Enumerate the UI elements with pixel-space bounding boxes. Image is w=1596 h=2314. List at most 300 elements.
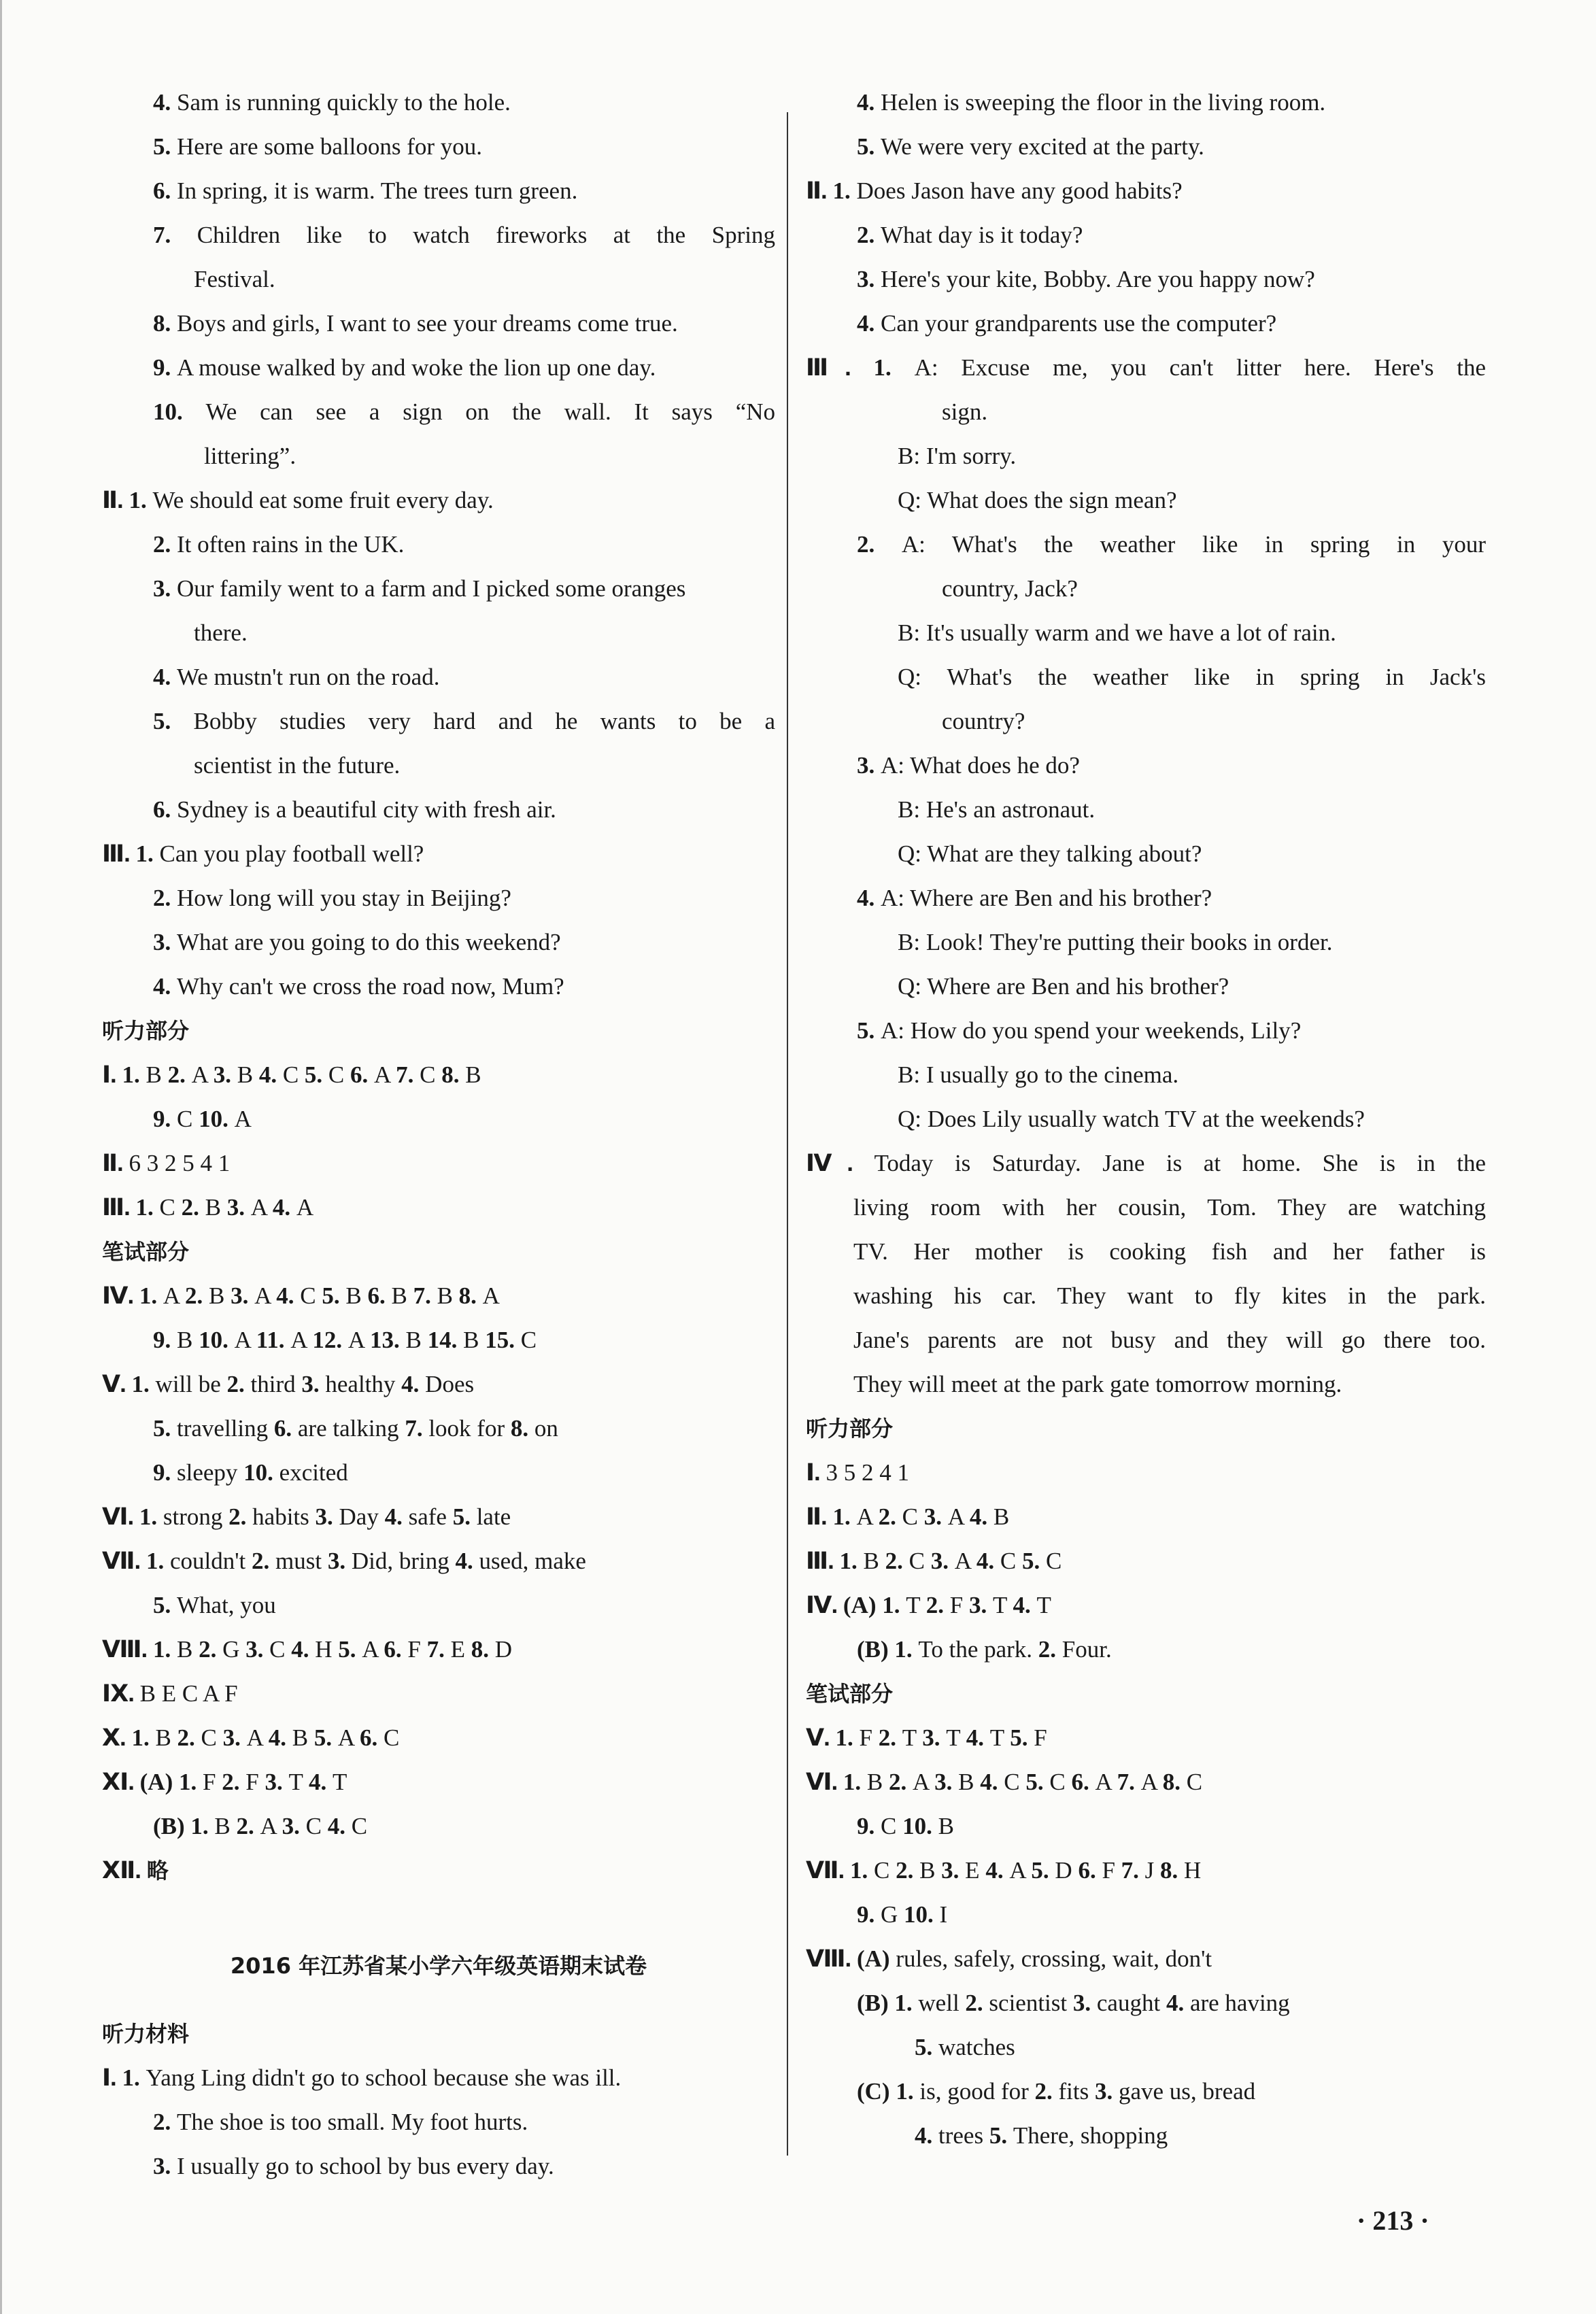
text-line: [806, 1723, 1486, 1753]
line-text: there.: [194, 619, 248, 646]
text-line: [857, 220, 1486, 250]
line-text: 3 5 2 4 1: [826, 1459, 909, 1486]
line-text: Yang Ling didn't go to school because she was ill.: [146, 2064, 622, 2091]
line-text: A: [337, 1724, 360, 1751]
item-number: 5.: [1021, 1548, 1046, 1574]
line-text: Our family went to a farm and I picked some oranges: [177, 575, 686, 602]
line-text: A: [947, 1503, 970, 1530]
item-number: 2.: [252, 1548, 275, 1574]
item-number: 4.: [276, 1282, 301, 1309]
text-line: [857, 883, 1486, 913]
line-text: A: [246, 1724, 269, 1751]
text-line: [153, 1590, 775, 1620]
line-text: third: [250, 1371, 302, 1397]
item-number: 4.: [272, 1194, 296, 1221]
line-text: F: [859, 1724, 879, 1751]
section-numeral: Ⅶ.: [102, 1548, 146, 1574]
line-text: country, Jack?: [942, 575, 1078, 602]
item-number: 4.: [327, 1813, 352, 1839]
text-line: [806, 1458, 1486, 1488]
line-text: B: [938, 1813, 954, 1839]
item-number: 5.: [322, 1282, 346, 1309]
section-numeral: Ⅸ.: [102, 1680, 140, 1707]
line-text: A: [234, 1327, 256, 1353]
text-line: [153, 1325, 775, 1355]
line-text: B: [209, 1282, 231, 1309]
item-number: 3.: [153, 929, 177, 955]
item-number: 8.: [441, 1061, 466, 1088]
item-number: 3.: [1072, 1990, 1097, 2016]
text-line: [853, 1237, 1486, 1267]
section-numeral: Ⅳ.: [102, 1282, 139, 1309]
line-text: A: [913, 1769, 935, 1795]
text-line: [153, 2107, 775, 2137]
text-line: [806, 1546, 1486, 1576]
text-line: [915, 2121, 1486, 2151]
line-text: B: [345, 1282, 368, 1309]
item-number: 2.: [226, 1371, 251, 1397]
item-number: 3.: [315, 1503, 339, 1530]
line-text: B: [958, 1769, 981, 1795]
line-text: A: [296, 1194, 314, 1221]
item-number: 4.: [308, 1769, 333, 1795]
item-number: 2.: [167, 1061, 192, 1088]
line-text: T: [332, 1769, 347, 1795]
item-number: 2.: [222, 1769, 246, 1795]
text-line: [857, 309, 1486, 339]
line-text: A: [856, 1503, 879, 1530]
line-text: A: [347, 1327, 371, 1353]
item-number: 2.: [1034, 2078, 1059, 2105]
section-numeral: Ⅷ.: [806, 1945, 857, 1972]
text-line: [915, 2032, 1486, 2062]
line-text: We can see a sign on the wall. It says “No: [205, 398, 776, 425]
text-line: [898, 618, 1486, 648]
line-text: scientist: [989, 1990, 1073, 2016]
line-text: B: Look! They're putting their books in order.: [898, 929, 1333, 955]
section-heading: 听力部分: [806, 1416, 894, 1442]
text-line: [806, 1767, 1486, 1797]
line-text: We should eat some fruit every day.: [152, 487, 494, 513]
text-line: [102, 1635, 775, 1665]
section-numeral: Ⅲ.: [806, 354, 874, 381]
line-text: T: [288, 1769, 309, 1795]
item-number: 2.: [878, 1724, 902, 1751]
section-heading: 听力材料: [102, 2021, 190, 2047]
line-text: What, you: [177, 1592, 276, 1618]
item-number: 7.: [396, 1061, 420, 1088]
item-number: 3.: [930, 1548, 955, 1574]
text-line: [153, 1104, 775, 1134]
item-number: 1.: [839, 1548, 864, 1574]
text-line: [857, 2077, 1486, 2107]
item-number: 5.: [452, 1503, 477, 1530]
section-numeral: Ⅴ.: [102, 1371, 132, 1397]
item-number: 2.: [926, 1592, 950, 1618]
line-text: safe: [408, 1503, 453, 1530]
item-number: 2.: [857, 531, 902, 558]
item-number: 4.: [980, 1769, 1004, 1795]
item-number: 2.: [885, 1548, 909, 1574]
text-line: [857, 132, 1486, 162]
line-text: D: [494, 1636, 513, 1663]
line-text: washing his car. They want to fly kites in the park.: [853, 1282, 1486, 1309]
item-number: 1.: [129, 487, 153, 513]
text-line: [153, 176, 775, 206]
item-number: (B) 1.: [857, 1990, 919, 2016]
line-text: are having: [1189, 1990, 1290, 2016]
line-text: T: [1036, 1592, 1051, 1618]
section-numeral: Ⅵ.: [806, 1769, 843, 1795]
section-title: [102, 1951, 775, 1981]
section-heading: 笔试部分: [806, 1681, 894, 1707]
text-line: [102, 1149, 775, 1178]
line-text: They will meet at the park gate tomorrow morning.: [853, 1371, 1342, 1397]
line-text: We were very excited at the party.: [881, 133, 1204, 160]
line-text: E: [965, 1857, 986, 1884]
item-number: 14.: [427, 1327, 464, 1353]
text-line: [102, 1193, 775, 1223]
text-line: [857, 1988, 1486, 2018]
text-line: [153, 353, 775, 383]
section-numeral: Ⅲ.: [102, 1194, 136, 1221]
line-text: The shoe is too small. My foot hurts.: [177, 2109, 528, 2135]
item-number: 3.: [857, 266, 881, 292]
page-edge-shadow: [0, 0, 2, 2314]
section-numeral: Ⅹ.: [102, 1724, 132, 1751]
page-number: · 213 ·: [1357, 2205, 1429, 2236]
item-number: 2.: [228, 1503, 253, 1530]
item-number: 3.: [231, 1282, 255, 1309]
section-numeral: Ⅰ.: [102, 1061, 122, 1088]
text-line: [153, 707, 775, 736]
text-line: [898, 486, 1486, 515]
item-number: 5.: [304, 1061, 328, 1088]
line-text: B: [919, 1857, 942, 1884]
section-numeral: Ⅴ.: [806, 1724, 836, 1751]
item-number: 4.: [153, 973, 177, 1000]
item-number: 3.: [1094, 2078, 1119, 2105]
line-text: J: [1144, 1857, 1161, 1884]
line-text: Children like to watch fireworks at the Spring: [197, 222, 775, 248]
item-number: 5.: [1010, 1724, 1034, 1751]
item-number: 1.: [135, 1194, 160, 1221]
text-line: [898, 662, 1486, 692]
item-number: 1.: [146, 1548, 170, 1574]
line-text: C: [351, 1813, 368, 1839]
item-number: 8.: [1162, 1769, 1187, 1795]
item-number: 2.: [965, 1990, 989, 2016]
item-number: 1.: [131, 1724, 156, 1751]
line-text: How long will you stay in Beijing?: [177, 885, 511, 911]
text-line: [102, 486, 775, 515]
item-number: 9.: [153, 354, 177, 381]
line-text: A: What does he do?: [881, 752, 1080, 779]
line-text: A mouse walked by and woke the lion up one day.: [177, 354, 656, 381]
item-number: 4.: [291, 1636, 316, 1663]
line-text: used, make: [479, 1548, 586, 1574]
line-text: caught: [1096, 1990, 1166, 2016]
text-line: [857, 1635, 1486, 1665]
item-number: 1.: [873, 354, 915, 381]
text-line: [153, 88, 775, 118]
text-line: [153, 397, 775, 427]
line-text: B: [146, 1061, 168, 1088]
text-line: [194, 618, 775, 648]
line-text: B: [391, 1282, 413, 1309]
line-text: sleepy: [177, 1459, 244, 1486]
item-number: 8.: [510, 1415, 534, 1442]
line-text: B: [863, 1548, 885, 1574]
line-text: Helen is sweeping the floor in the living room.: [881, 89, 1326, 116]
line-text: must: [275, 1548, 328, 1574]
item-number: 4.: [857, 310, 881, 337]
text-line: [898, 972, 1486, 1002]
line-text: B: [437, 1282, 459, 1309]
item-number: 4.: [258, 1061, 283, 1088]
text-line: [853, 1325, 1486, 1355]
text-line: [204, 441, 775, 471]
line-text: C: [282, 1061, 305, 1088]
text-line: [102, 2019, 775, 2049]
item-number: 2.: [199, 1636, 223, 1663]
item-number: 5.: [1025, 1769, 1050, 1795]
line-text: F: [245, 1769, 265, 1795]
line-text: What are you going to do this weekend?: [177, 929, 561, 955]
item-number: 13.: [370, 1327, 406, 1353]
line-text: F: [407, 1636, 427, 1663]
item-number: 2.: [889, 1769, 913, 1795]
line-text: healthy: [325, 1371, 402, 1397]
text-line: [102, 1767, 775, 1797]
item-number: 7.: [413, 1282, 437, 1309]
text-line: [153, 530, 775, 560]
line-text: T: [989, 1724, 1011, 1751]
text-line: [153, 662, 775, 692]
line-text: A: [234, 1106, 252, 1132]
item-number: 5.: [915, 2034, 938, 2060]
item-number: 9.: [153, 1327, 177, 1353]
item-number: 3.: [934, 1769, 959, 1795]
line-text: C: [305, 1813, 328, 1839]
line-text: A: [250, 1194, 273, 1221]
line-text: B: [993, 1503, 1010, 1530]
text-line: [153, 883, 775, 913]
line-text: late: [476, 1503, 511, 1530]
line-text: A: [260, 1813, 282, 1839]
line-text: Why can't we cross the road now, Mum?: [177, 973, 564, 1000]
item-number: 3.: [282, 1813, 306, 1839]
line-text: on: [534, 1415, 558, 1442]
line-text: C: [420, 1061, 442, 1088]
line-text: F: [1034, 1724, 1047, 1751]
line-text: B: [405, 1327, 428, 1353]
text-line: [102, 1016, 775, 1046]
item-number: 4.: [857, 89, 881, 116]
line-text: B: [214, 1813, 237, 1839]
line-text: B: [292, 1724, 314, 1751]
item-number: 5.: [153, 1592, 177, 1618]
item-number: 7.: [405, 1415, 429, 1442]
item-number: 2.: [878, 1503, 902, 1530]
line-text: A: [163, 1282, 186, 1309]
line-text: B: [177, 1327, 199, 1353]
line-text: There, shopping: [1013, 2122, 1168, 2149]
section-numeral: Ⅺ.: [102, 1769, 140, 1795]
line-text: scientist in the future.: [194, 752, 401, 779]
line-text: C: [902, 1503, 924, 1530]
line-text: B: [465, 1061, 481, 1088]
item-number: 7.: [1121, 1857, 1145, 1884]
line-text: C: [1186, 1769, 1203, 1795]
item-number: 10.: [904, 1901, 940, 1928]
item-number: 2.: [153, 885, 177, 911]
line-text: couldn't: [169, 1548, 252, 1574]
line-text: Q: Where are Ben and his brother?: [898, 973, 1229, 1000]
text-line: [102, 1856, 775, 1886]
text-line: [898, 928, 1486, 957]
item-number: 4.: [1166, 1990, 1190, 2016]
line-text: In spring, it is warm. The trees turn green.: [177, 177, 578, 204]
item-number: 8.: [471, 1636, 495, 1663]
line-text: Q: What does the sign mean?: [898, 487, 1177, 513]
text-line: [942, 574, 1486, 604]
line-text: Festival.: [194, 266, 275, 292]
line-text: habits: [252, 1503, 316, 1530]
item-number: 10.: [243, 1459, 279, 1486]
item-number: 5.: [989, 2122, 1013, 2149]
text-line: [153, 574, 775, 604]
section-numeral: Ⅳ.: [806, 1592, 843, 1618]
line-text: A: Excuse me, you can't litter here. Here's the: [914, 354, 1486, 381]
text-line: [857, 1900, 1486, 1930]
line-text: B: [463, 1327, 486, 1353]
text-line: [194, 265, 775, 294]
item-number: (A) 1.: [139, 1769, 203, 1795]
line-text: B E C A F: [139, 1680, 238, 1707]
text-line: [102, 1060, 775, 1090]
text-line: [898, 795, 1486, 825]
item-number: 3.: [265, 1769, 289, 1795]
line-text: B: [176, 1636, 199, 1663]
item-number: 1.: [139, 1282, 163, 1309]
line-text: To the park.: [918, 1636, 1038, 1663]
line-text: G: [222, 1636, 246, 1663]
line-text: B: It's usually warm and we have a lot of rain.: [898, 619, 1336, 646]
text-line: [102, 2063, 775, 2093]
item-number: 9.: [153, 1459, 177, 1486]
text-line: [857, 1016, 1486, 1046]
line-text: Does Jason have any good habits?: [856, 177, 1183, 204]
line-text: E: [450, 1636, 471, 1663]
item-number: 3.: [226, 1194, 251, 1221]
item-number: 6.: [367, 1282, 392, 1309]
item-number: 3.: [301, 1371, 326, 1397]
text-line: [153, 1414, 775, 1444]
text-line: [942, 707, 1486, 736]
line-text: G: [881, 1901, 904, 1928]
line-text: trees: [938, 2122, 989, 2149]
line-text: TV. Her mother is cooking fish and her father is: [853, 1238, 1486, 1265]
item-number: 3.: [213, 1061, 237, 1088]
item-number: 4.: [985, 1857, 1010, 1884]
section-numeral: Ⅲ.: [806, 1548, 840, 1574]
line-text: It often rains in the UK.: [177, 531, 405, 558]
line-text: We mustn't run on the road.: [177, 664, 440, 690]
line-text: C: [1004, 1769, 1026, 1795]
section-heading: 听力部分: [102, 1018, 190, 1044]
line-text: Did, bring: [351, 1548, 456, 1574]
item-number: 4.: [153, 89, 177, 116]
text-line: [853, 1369, 1486, 1399]
item-number: 1.: [122, 2064, 146, 2091]
line-text: Q: What's the weather like in spring in Jack's: [898, 664, 1486, 690]
item-number: 4.: [857, 885, 881, 911]
text-line: [102, 1502, 775, 1532]
item-number: 2.: [185, 1282, 209, 1309]
text-line: [153, 1458, 775, 1488]
item-number: 4.: [976, 1548, 1000, 1574]
line-text: travelling: [177, 1415, 274, 1442]
item-number: 4.: [1013, 1592, 1037, 1618]
item-number: 3.: [941, 1857, 966, 1884]
line-text: A: [374, 1061, 396, 1088]
text-line: [857, 88, 1486, 118]
text-line: [153, 972, 775, 1002]
text-line: [806, 1590, 1486, 1620]
text-line: [806, 1502, 1486, 1532]
item-number: 6.: [359, 1724, 384, 1751]
item-number: 1.: [835, 1724, 860, 1751]
text-line: [153, 132, 775, 162]
line-text: T: [946, 1724, 966, 1751]
item-number: 2.: [177, 1724, 201, 1751]
line-text: C: [909, 1548, 931, 1574]
line-text: A: [362, 1636, 384, 1663]
item-number: 12.: [312, 1327, 348, 1353]
item-number: 1.: [131, 1371, 156, 1397]
line-text: Does: [425, 1371, 475, 1397]
item-number: 6.: [1071, 1769, 1096, 1795]
line-text: B: [205, 1194, 227, 1221]
line-text: T: [992, 1592, 1013, 1618]
item-number: 4.: [455, 1548, 479, 1574]
item-number: 6.: [384, 1636, 408, 1663]
section-numeral: Ⅱ.: [806, 1503, 833, 1530]
section-numeral: Ⅻ.: [102, 1857, 147, 1884]
line-text: Four.: [1062, 1636, 1112, 1663]
item-number: 3.: [857, 752, 881, 779]
text-line: [857, 530, 1486, 560]
text-line: [806, 1856, 1486, 1886]
item-number: 3.: [922, 1724, 947, 1751]
item-number: 1.: [832, 177, 857, 204]
item-number: 3.: [153, 2153, 177, 2179]
section-numeral: Ⅲ.: [102, 840, 136, 867]
text-line: [898, 441, 1486, 471]
text-line: [853, 1281, 1486, 1311]
line-text: A: [191, 1061, 214, 1088]
item-number: 1.: [152, 1636, 177, 1663]
line-text: I usually go to school by bus every day.: [177, 2153, 554, 2179]
line-text: Q: Does Lily usually watch TV at the weekends?: [898, 1106, 1365, 1132]
text-line: [806, 353, 1486, 383]
line-text: C: [159, 1194, 182, 1221]
text-line: [153, 220, 775, 250]
text-line: [806, 1944, 1486, 1974]
item-number: 2.: [1038, 1636, 1062, 1663]
text-line: [806, 1679, 1486, 1709]
